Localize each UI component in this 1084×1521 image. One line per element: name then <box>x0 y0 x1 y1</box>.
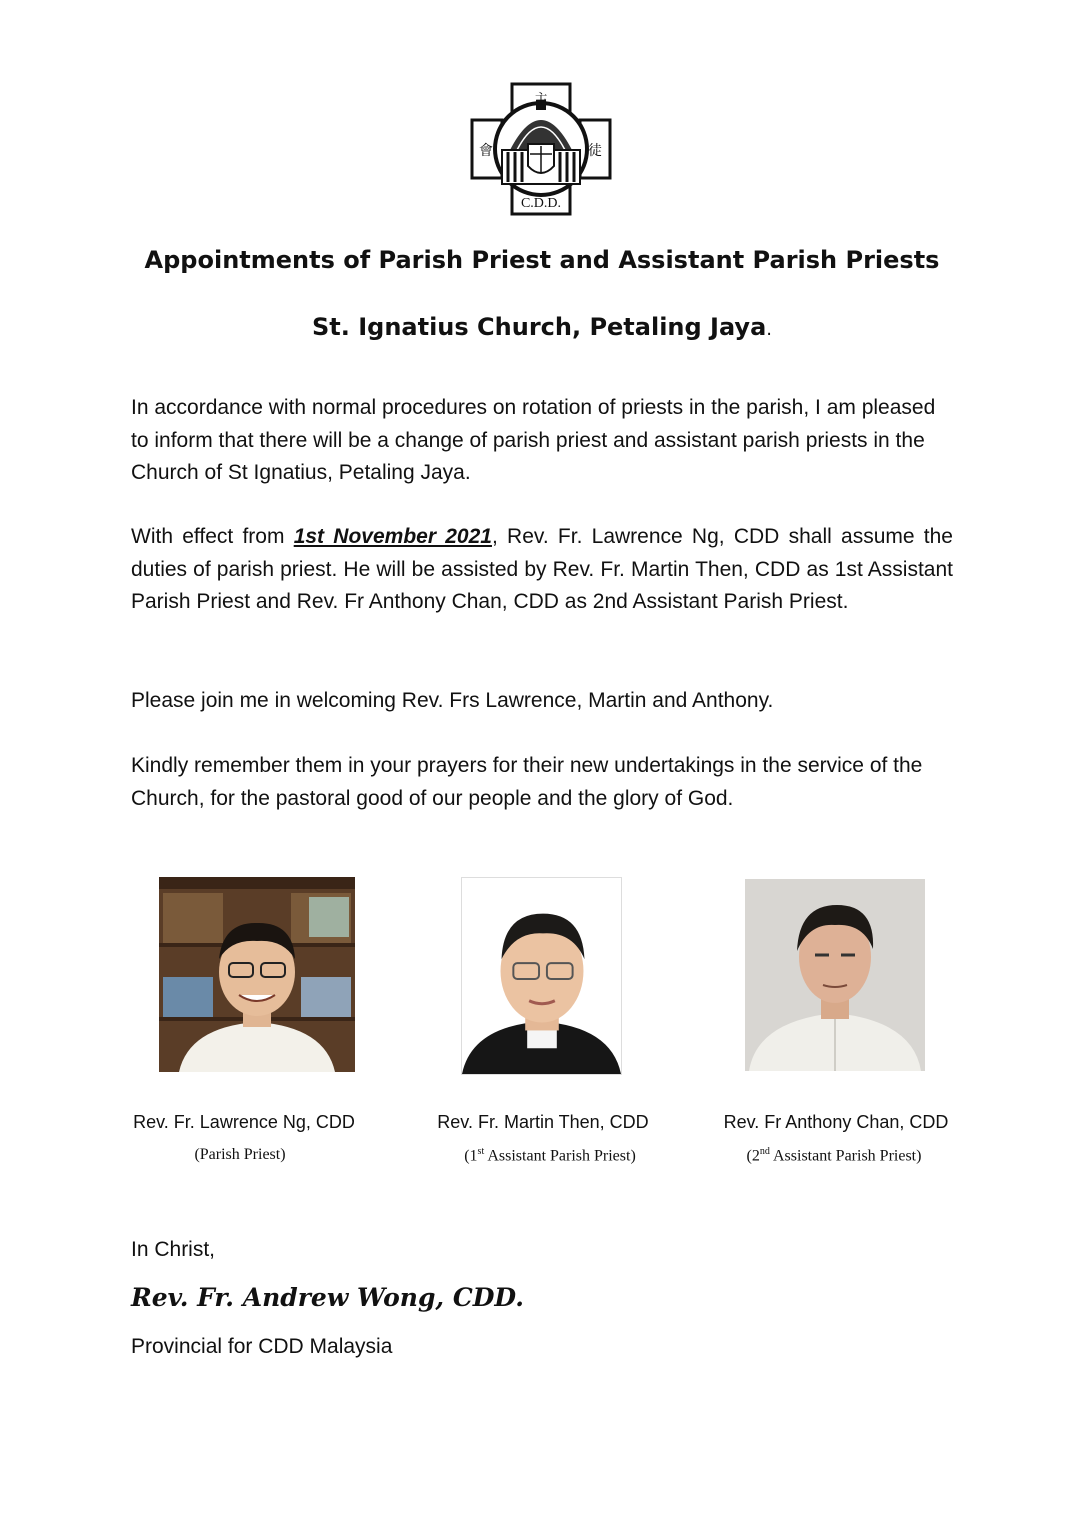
subtitle-text: St. Ignatius Church, Petaling Jaya <box>311 313 767 341</box>
closing-salutation: In Christ, <box>131 1238 216 1261</box>
signature: Rev. Fr. Andrew Wong, CDD. <box>131 1283 524 1312</box>
effective-prefix: With effect from <box>131 525 294 548</box>
paragraph-effective <box>131 521 953 619</box>
svg-text:會: 會 <box>479 143 493 159</box>
role-rest: Assistant Parish Priest) <box>769 1147 922 1165</box>
svg-text:主: 主 <box>534 92 548 108</box>
paragraph-prayers: Kindly remember them in your prayers for their new undertakings in the service of the Church, for the pastoral good of our people and the glory of God. <box>131 754 923 810</box>
logo-label: C.D.D. <box>520 196 562 211</box>
page-subtitle <box>0 313 1084 341</box>
signatory-title: Provincial for CDD Malaysia <box>131 1335 393 1358</box>
role-open: (1 <box>464 1147 478 1165</box>
paragraph-welcome: Please join me in welcoming Rev. Frs Lawrence, Martin and Anthony. <box>131 689 774 712</box>
role-rest: Assistant Parish Priest) <box>484 1147 636 1165</box>
paragraph-rotation: In accordance with normal procedures on rotation of priests in the parish, I am pleased to inform that there will be a change of parish priest and assistant parish priests in the Church of St Ignatius, Petaling Jaya. <box>131 396 936 484</box>
page-title: Appointments of Parish Priest and Assistant Parish Priests <box>144 246 940 274</box>
caption-name-lawrence: Rev. Fr. Lawrence Ng, CDD <box>133 1112 355 1132</box>
cdd-emblem-icon <box>470 80 612 218</box>
caption-name-martin: Rev. Fr. Martin Then, CDD <box>437 1112 649 1132</box>
caption-name-anthony: Rev. Fr Anthony Chan, CDD <box>723 1112 949 1132</box>
photo-lawrence-ng <box>159 877 355 1072</box>
caption-role-anthony <box>674 1146 994 1165</box>
caption-role-martin <box>390 1146 710 1165</box>
subtitle-period: . <box>766 319 773 340</box>
effective-date: 1st November 2021 <box>293 525 492 548</box>
cdd-logo <box>470 80 612 218</box>
effective-rest: , Rev. Fr. Lawrence Ng, CDD shall assume the duties of parish priest. He will be assisted by Rev. Fr. Martin Then, CDD as 1st Assistant Parish Priest and Rev. Fr Anthony Chan, CDD as 2nd Assistant Parish Priest. <box>131 525 953 613</box>
svg-text:徒: 徒 <box>588 143 602 159</box>
role-open: (2 <box>746 1147 760 1165</box>
photo-anthony-chan <box>745 879 925 1071</box>
role-sup: nd <box>759 1146 770 1157</box>
role-sup: st <box>477 1146 485 1157</box>
caption-role-lawrence: (Parish Priest) <box>194 1146 286 1163</box>
photo-martin-then <box>461 877 622 1075</box>
